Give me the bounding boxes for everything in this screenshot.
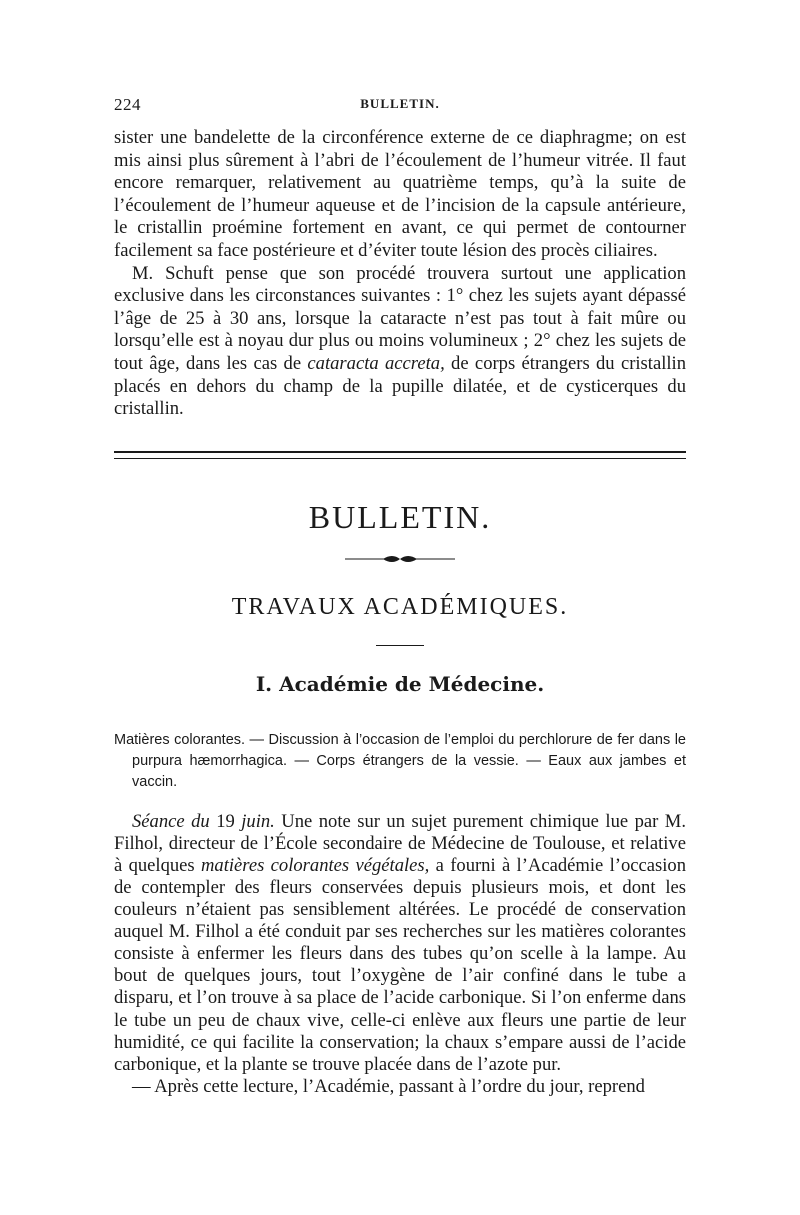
bulletin-heading: BULLETIN. <box>308 498 492 535</box>
section-divider <box>114 451 686 459</box>
body-text <box>114 811 686 1098</box>
session-date: 19 <box>216 810 235 832</box>
text-run: Une note sur un sujet purement chimique lue par M. Filhol, directeur de l’École secondaire de Médecine de Toulouse, et relative à quelques <box>114 810 686 876</box>
italic-term: cataracta accreta, <box>307 352 445 374</box>
text-run: de corps étrangers du cristallin placés en dehors du champ de la pupille dilatée, et de cysticerques du cristallin. <box>114 352 687 420</box>
page <box>114 95 686 1098</box>
italic-term: matières colorantes végétales, <box>201 854 430 876</box>
summary: Matières colorantes. — Discussion à l’occasion de l’emploi du perchlorure de fer dans le purpura hæmorrhagica. — Corps étrangers de la vessie. — Eaux aux jambes et vaccin. <box>114 731 686 790</box>
session-month: juin. <box>241 810 275 832</box>
section-heading: TRAVAUX ACADÉMIQUES. <box>231 593 569 620</box>
ornament-divider <box>345 554 455 564</box>
running-head <box>114 95 686 117</box>
paragraph <box>114 263 686 421</box>
running-title: BULLETIN. <box>360 96 440 111</box>
short-rule <box>376 645 424 646</box>
paragraph: sister une bandelette de la circonférence externe de ce diaphragme; on est mis ainsi plus sûrement à l’abri de l’écoulement de l’humeur vitrée. Il faut encore remarquer, relativement au quatrième temps, qu’à la suite de l’écoulement de l’humeur aqueuse et de l’incision de la capsule antérieure, le cristallin proémine fortement en avant, ce qui permet de contourner facilement sa face postérieure et d’éviter toute lésion des procès ciliaires. <box>114 127 686 261</box>
paragraph <box>114 811 686 1076</box>
subsection-heading: I. Académie de Médecine. <box>255 671 545 696</box>
page-number: 224 <box>114 95 141 114</box>
text-run: a fourni à l’Académie l’occasion de contempler des fleurs conservées depuis plusieurs mois, et dont les couleurs n’étaient pas sensiblement altérées. Le procédé de conservation auquel M. Filhol a été conduit par ses recherches sur les matières colorantes consiste à enfermer les fleurs dans des tubes qu’on scelle à la lampe. Au bout de quelques jours, tout l’oxygène de l’air confiné dans le tube a disparu, et l’on trouve à sa place de l’acide carbonique. Si l’on enferme dans le tube un peu de chaux vive, celle-ci enlève aux fleurs une partie de leur humidité, ce qui facilite la conservation; la chaux s’empare aussi de l’acide carbonique, et la plante se trouve placée dans de l’azote pur. <box>114 854 686 1075</box>
session-label: Séance du <box>132 810 210 832</box>
continuation-text <box>114 127 686 421</box>
paragraph: — Après cette lecture, l’Académie, passant à l’ordre du jour, reprend <box>132 1075 645 1097</box>
text-run: M. Schuft pense que son procédé trouvera surtout une application exclusive dans les circonstances suivantes : 1° chez les sujets ayant dépassé l’âge de 25 à 30 ans, lorsque la cataracte n’est pas tout à fait mûre ou lorsqu’elle est à noyau dur plus ou moins volumineux ; 2° chez les sujets de tout âge, dans les cas de <box>114 262 686 374</box>
